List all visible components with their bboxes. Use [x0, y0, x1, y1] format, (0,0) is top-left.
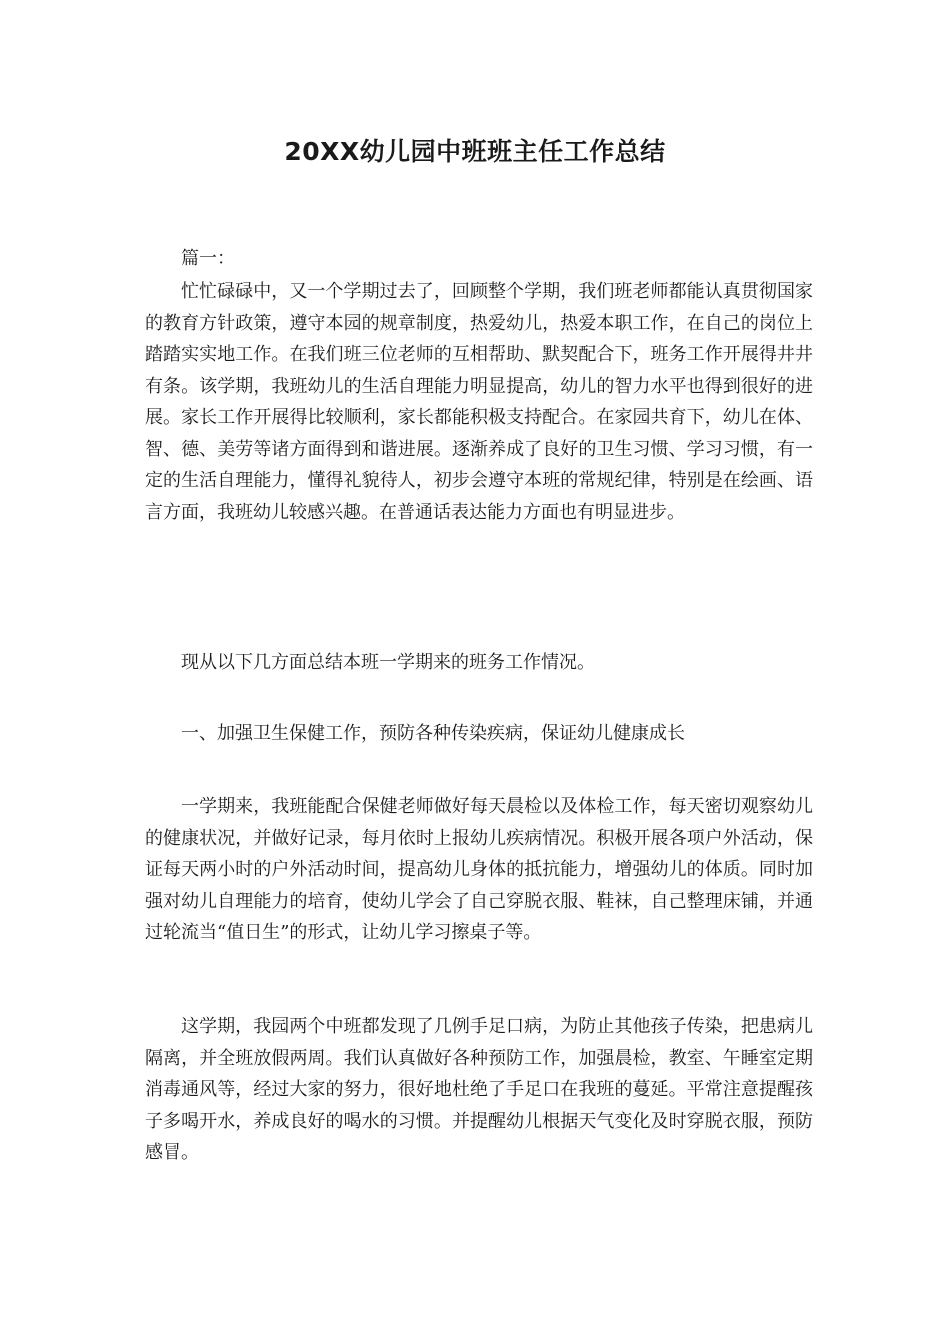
section-heading-health: 一、加强卫生保健工作，预防各种传染疾病，保证幼儿健康成长 — [181, 723, 685, 744]
document-title: 20XX幼儿园中班班主任工作总结 — [284, 137, 666, 166]
section-label: 篇一： — [181, 248, 235, 269]
paragraph-health-work: 一学期来，我班能配合保健老师做好每天晨检以及体检工作，每天密切观察幼儿的健康状况，并做好记录，每月依时上报幼儿疾病情况。积极开展各项户外活动，保证每天两小时的户外活动时间，提高幼儿身体的抵抗能力，增强幼儿的体质。同时加强对幼儿自理能力的培育，使幼儿学会了自己穿脱衣服、鞋袜，自己整理床铺，并通过轮流当“值日生”的形式，让幼儿学习擦桌子等。 — [145, 796, 813, 943]
paragraph-overview: 现从以下几方面总结本班一学期来的班务工作情况。 — [181, 652, 595, 673]
paragraph-intro: 忙忙碌碌中，又一个学期过去了，回顾整个学期，我们班老师都能认真贯彻国家的教育方针政策，遵守本园的规章制度，热爱幼儿，热爱本职工作，在自己的岗位上踏踏实实地工作。在我们班三位老师的互相帮助、默契配合下，班务工作开展得井井有条。该学期，我班幼儿的生活自理能力明显提高，幼儿的智力水平也得到很好的进展。家长工作开展得比较顺利，家长都能积极支持配合。在家园共育下，幼儿在体、智、德、美劳等诸方面得到和谐进展。逐渐养成了良好的卫生习惯、学习习惯，有一定的生活自理能力，懂得礼貌待人，初步会遵守本班的常规纪律，特别是在绘画、语言方面，我班幼儿较感兴趣。在普通话表达能力方面也有明显进步。 — [145, 281, 813, 523]
paragraph-disease-prevention: 这学期，我园两个中班都发现了几例手足口病，为防止其他孩子传染，把患病儿隔离，并全班放假两周。我们认真做好各种预防工作，加强晨检，教室、午睡室定期消毒通风等，经过大家的努力，很好地杜绝了手足口在我班的蔓延。平常注意提醒孩子多喝开水，养成良好的喝水的习惯。并提醒幼儿根据天气变化及时穿脱衣服，预防感冒。 — [145, 1016, 813, 1163]
